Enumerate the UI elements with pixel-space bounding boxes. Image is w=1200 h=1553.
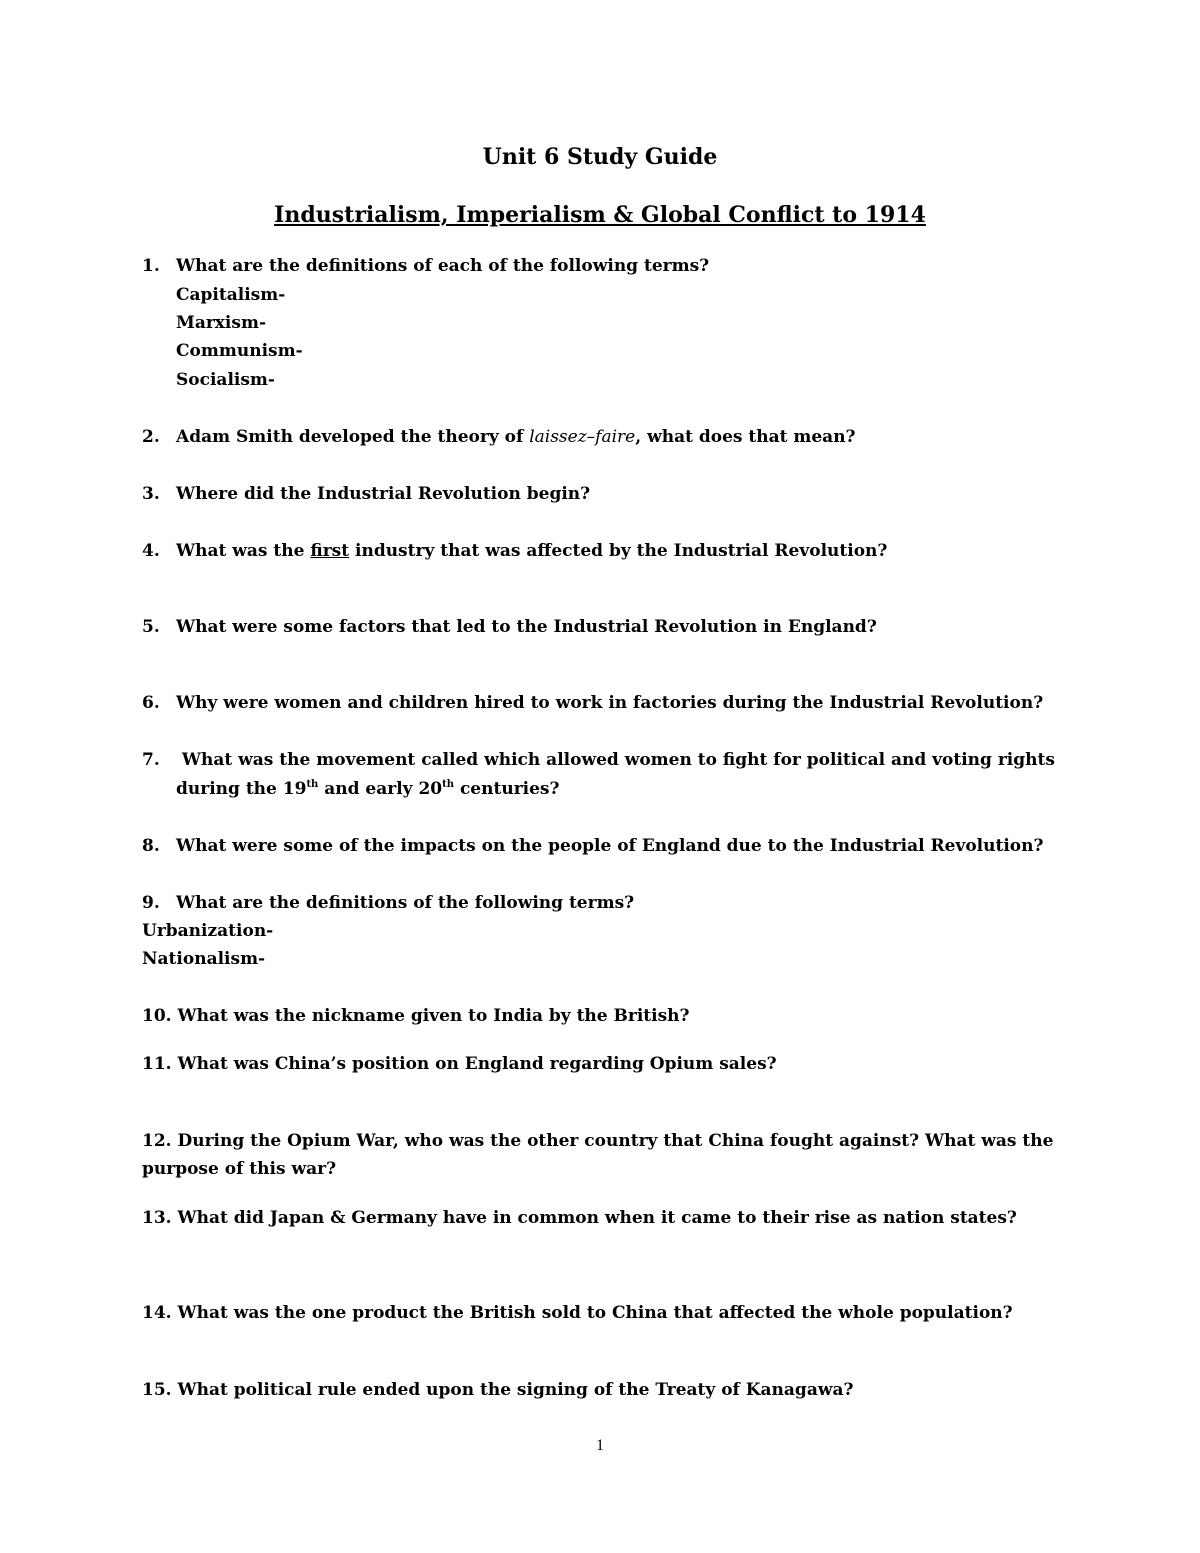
question-12-continued: purpose of this war? — [142, 1159, 337, 1179]
document-subtitle: Industrialism, Imperialism & Global Conflict to 1914 — [274, 202, 926, 228]
question-text-start: What was the — [176, 541, 311, 561]
question-number: 4. — [142, 541, 160, 561]
question-1 — [142, 256, 709, 276]
question-number: 3. — [142, 484, 160, 504]
page-number: 1 — [596, 1437, 604, 1454]
term-communism: Communism- — [176, 341, 303, 361]
question-text-c: centuries? — [454, 779, 560, 799]
question-text: Where did the Industrial Revolution begin? — [176, 484, 591, 504]
question-10: 10. What was the nickname given to India by the British? — [142, 1006, 690, 1026]
underlined-word: first — [310, 541, 350, 561]
term-socialism: Socialism- — [176, 370, 275, 390]
question-6 — [142, 693, 1043, 713]
question-text: What are the definitions of the following terms? — [176, 893, 635, 913]
question-7-continued — [176, 779, 559, 799]
question-text-start: Adam Smith developed the theory of — [176, 427, 530, 447]
question-12: 12. During the Opium War, who was the other country that China fought against? What was the — [142, 1131, 1054, 1151]
question-text-end: industry that was affected by the Industrial Revolution? — [349, 541, 888, 561]
question-number: 2. — [142, 427, 160, 447]
question-text: What were some of the impacts on the people of England due to the Industrial Revolution? — [176, 836, 1044, 856]
question-3 — [142, 484, 590, 504]
question-number: 1. — [142, 256, 160, 276]
question-text-end: , what does that mean? — [635, 427, 856, 447]
question-number: 6. — [142, 693, 160, 713]
question-7 — [142, 750, 1055, 770]
term-marxism: Marxism- — [176, 313, 266, 333]
question-text: What are the definitions of each of the following terms? — [176, 256, 710, 276]
question-8 — [142, 836, 1043, 856]
term-capitalism: Capitalism- — [176, 285, 286, 305]
question-text: Why were women and children hired to work in factories during the Industrial Revolution? — [176, 693, 1044, 713]
question-text: What were some factors that led to the Industrial Revolution in England? — [176, 617, 877, 637]
question-13: 13. What did Japan & Germany have in common when it came to their rise as nation states? — [142, 1208, 1017, 1228]
term-nationalism: Nationalism- — [142, 949, 266, 969]
question-number: 5. — [142, 617, 160, 637]
question-number: 9. — [142, 893, 160, 913]
question-number: 7. — [142, 750, 160, 770]
superscript: th — [442, 779, 455, 790]
question-11: 11. What was China’s position on England regarding Opium sales? — [142, 1054, 777, 1074]
question-2 — [142, 427, 856, 447]
question-text-b: and early 20 — [318, 779, 443, 799]
question-number: 8. — [142, 836, 160, 856]
question-15: 15. What political rule ended upon the signing of the Treaty of Kanagawa? — [142, 1380, 854, 1400]
question-text-a: during the 19 — [176, 779, 307, 799]
question-5 — [142, 617, 877, 637]
question-4 — [142, 541, 887, 561]
question-text-line-1: What was the movement called which allowed women to fight for political and voting rights — [176, 750, 1055, 770]
question-9 — [142, 893, 634, 913]
term-urbanization: Urbanization- — [142, 921, 274, 941]
question-14: 14. What was the one product the British sold to China that affected the whole population? — [142, 1303, 1013, 1323]
italic-term: laissez–faire — [529, 427, 636, 447]
superscript: th — [306, 779, 319, 790]
document-title: Unit 6 Study Guide — [482, 144, 718, 170]
